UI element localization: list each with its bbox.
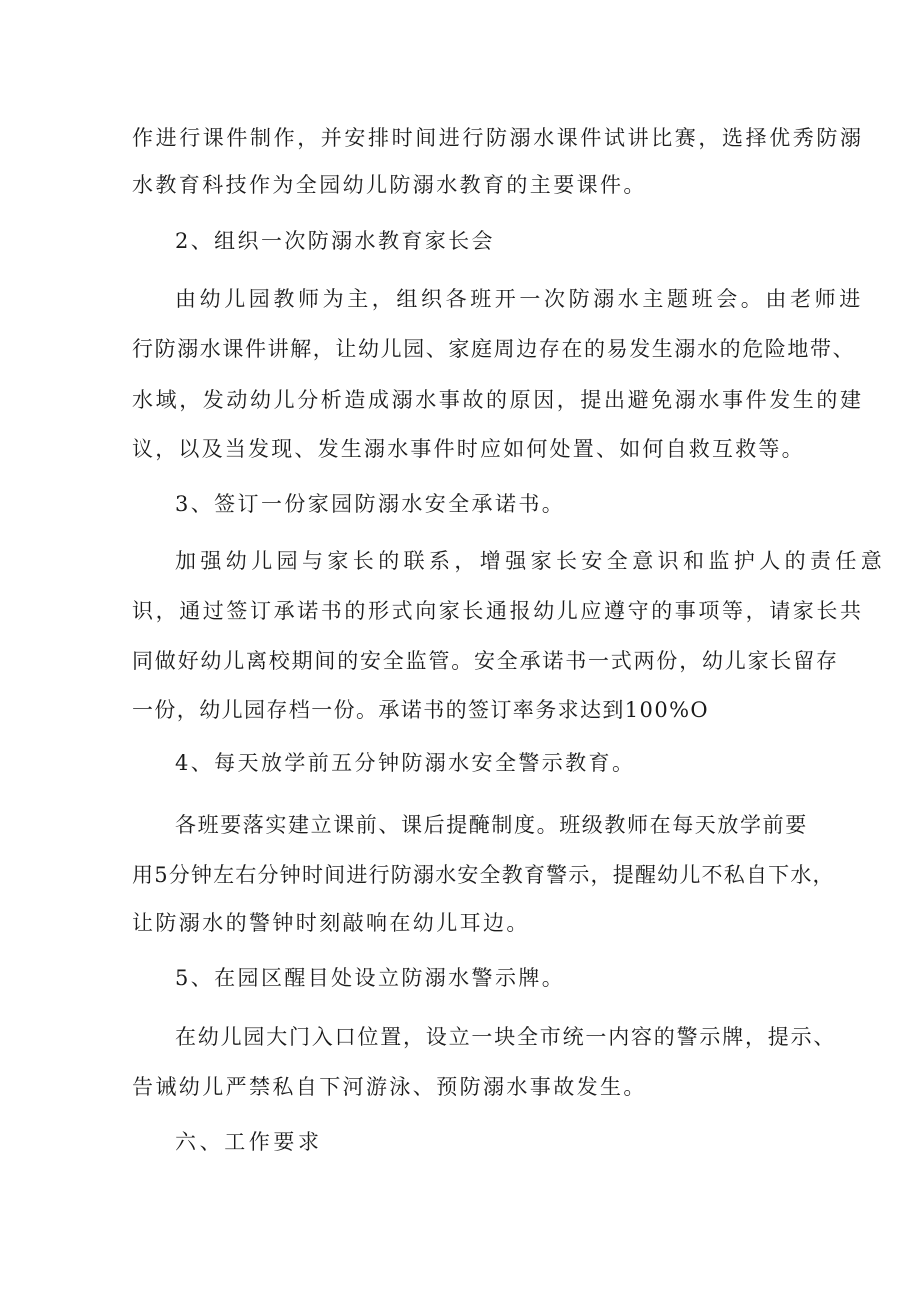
section-heading-3: 3、签订一份家园防溺水安全承诺书。 [175, 492, 566, 516]
text-line: 水域，发动幼儿分析造成溺水事故的原因，提出避免溺水事件发生的建 [132, 388, 864, 412]
text-line: 让防溺水的警钟时刻敲响在幼儿耳边。 [132, 911, 530, 935]
text-line: 同做好幼儿离校期间的安全监管。安全承诺书一式两份，幼儿家长留存 [132, 649, 839, 673]
section-heading-2: 2、组织一次防溺水教育家长会 [175, 229, 495, 253]
section-heading-6: 六、工作要求 [175, 1130, 323, 1154]
text-line: 用5分钟左右分钟时间进行防溺水安全教育警示，提醒幼儿不私自下水， [132, 863, 835, 887]
text-line: 水教育科技作为全园幼儿防溺水教育的主要课件。 [132, 173, 647, 197]
section-heading-5: 5、在园区醒目处设立防溺水警示牌。 [175, 966, 566, 990]
text-line: 各班要落实建立课前、课后提醃制度。班级教师在每天放学前要 [175, 813, 808, 837]
text-line: 由幼儿园教师为主，组织各班开一次防溺水主题班会。由老师进 [175, 287, 864, 311]
text-line: 作进行课件制作，并安排时间进行防溺水课件试讲比赛，选择优秀防溺 [132, 126, 864, 150]
text-line: 行防溺水课件讲解，让幼儿园、家庭周边存在的易发生溺水的危险地带、 [132, 337, 856, 361]
text-line: 议，以及当发现、发生溺水事件时应如何处置、如何自救互救等。 [132, 437, 805, 461]
text-line: 一份，幼儿园存档一份。承诺书的签订率务求达到100%O [132, 698, 710, 722]
section-heading-4: 4、每天放学前五分钟防溺水安全警示教育。 [175, 751, 636, 775]
text-line: 告诫幼儿严禁私自下河游泳、预防溺水事故发生。 [132, 1075, 647, 1099]
text-line: 识，通过签订承诺书的形式向家长通报幼儿应遵守的事项等，请家长共 [132, 599, 864, 623]
text-line: 加强幼儿园与家长的联系，增强家长安全意识和监护人的责任意 [175, 549, 887, 573]
text-line: 在幼儿园大门入口位置，设立一块全市统一内容的警示牌，提示、 [175, 1025, 837, 1049]
